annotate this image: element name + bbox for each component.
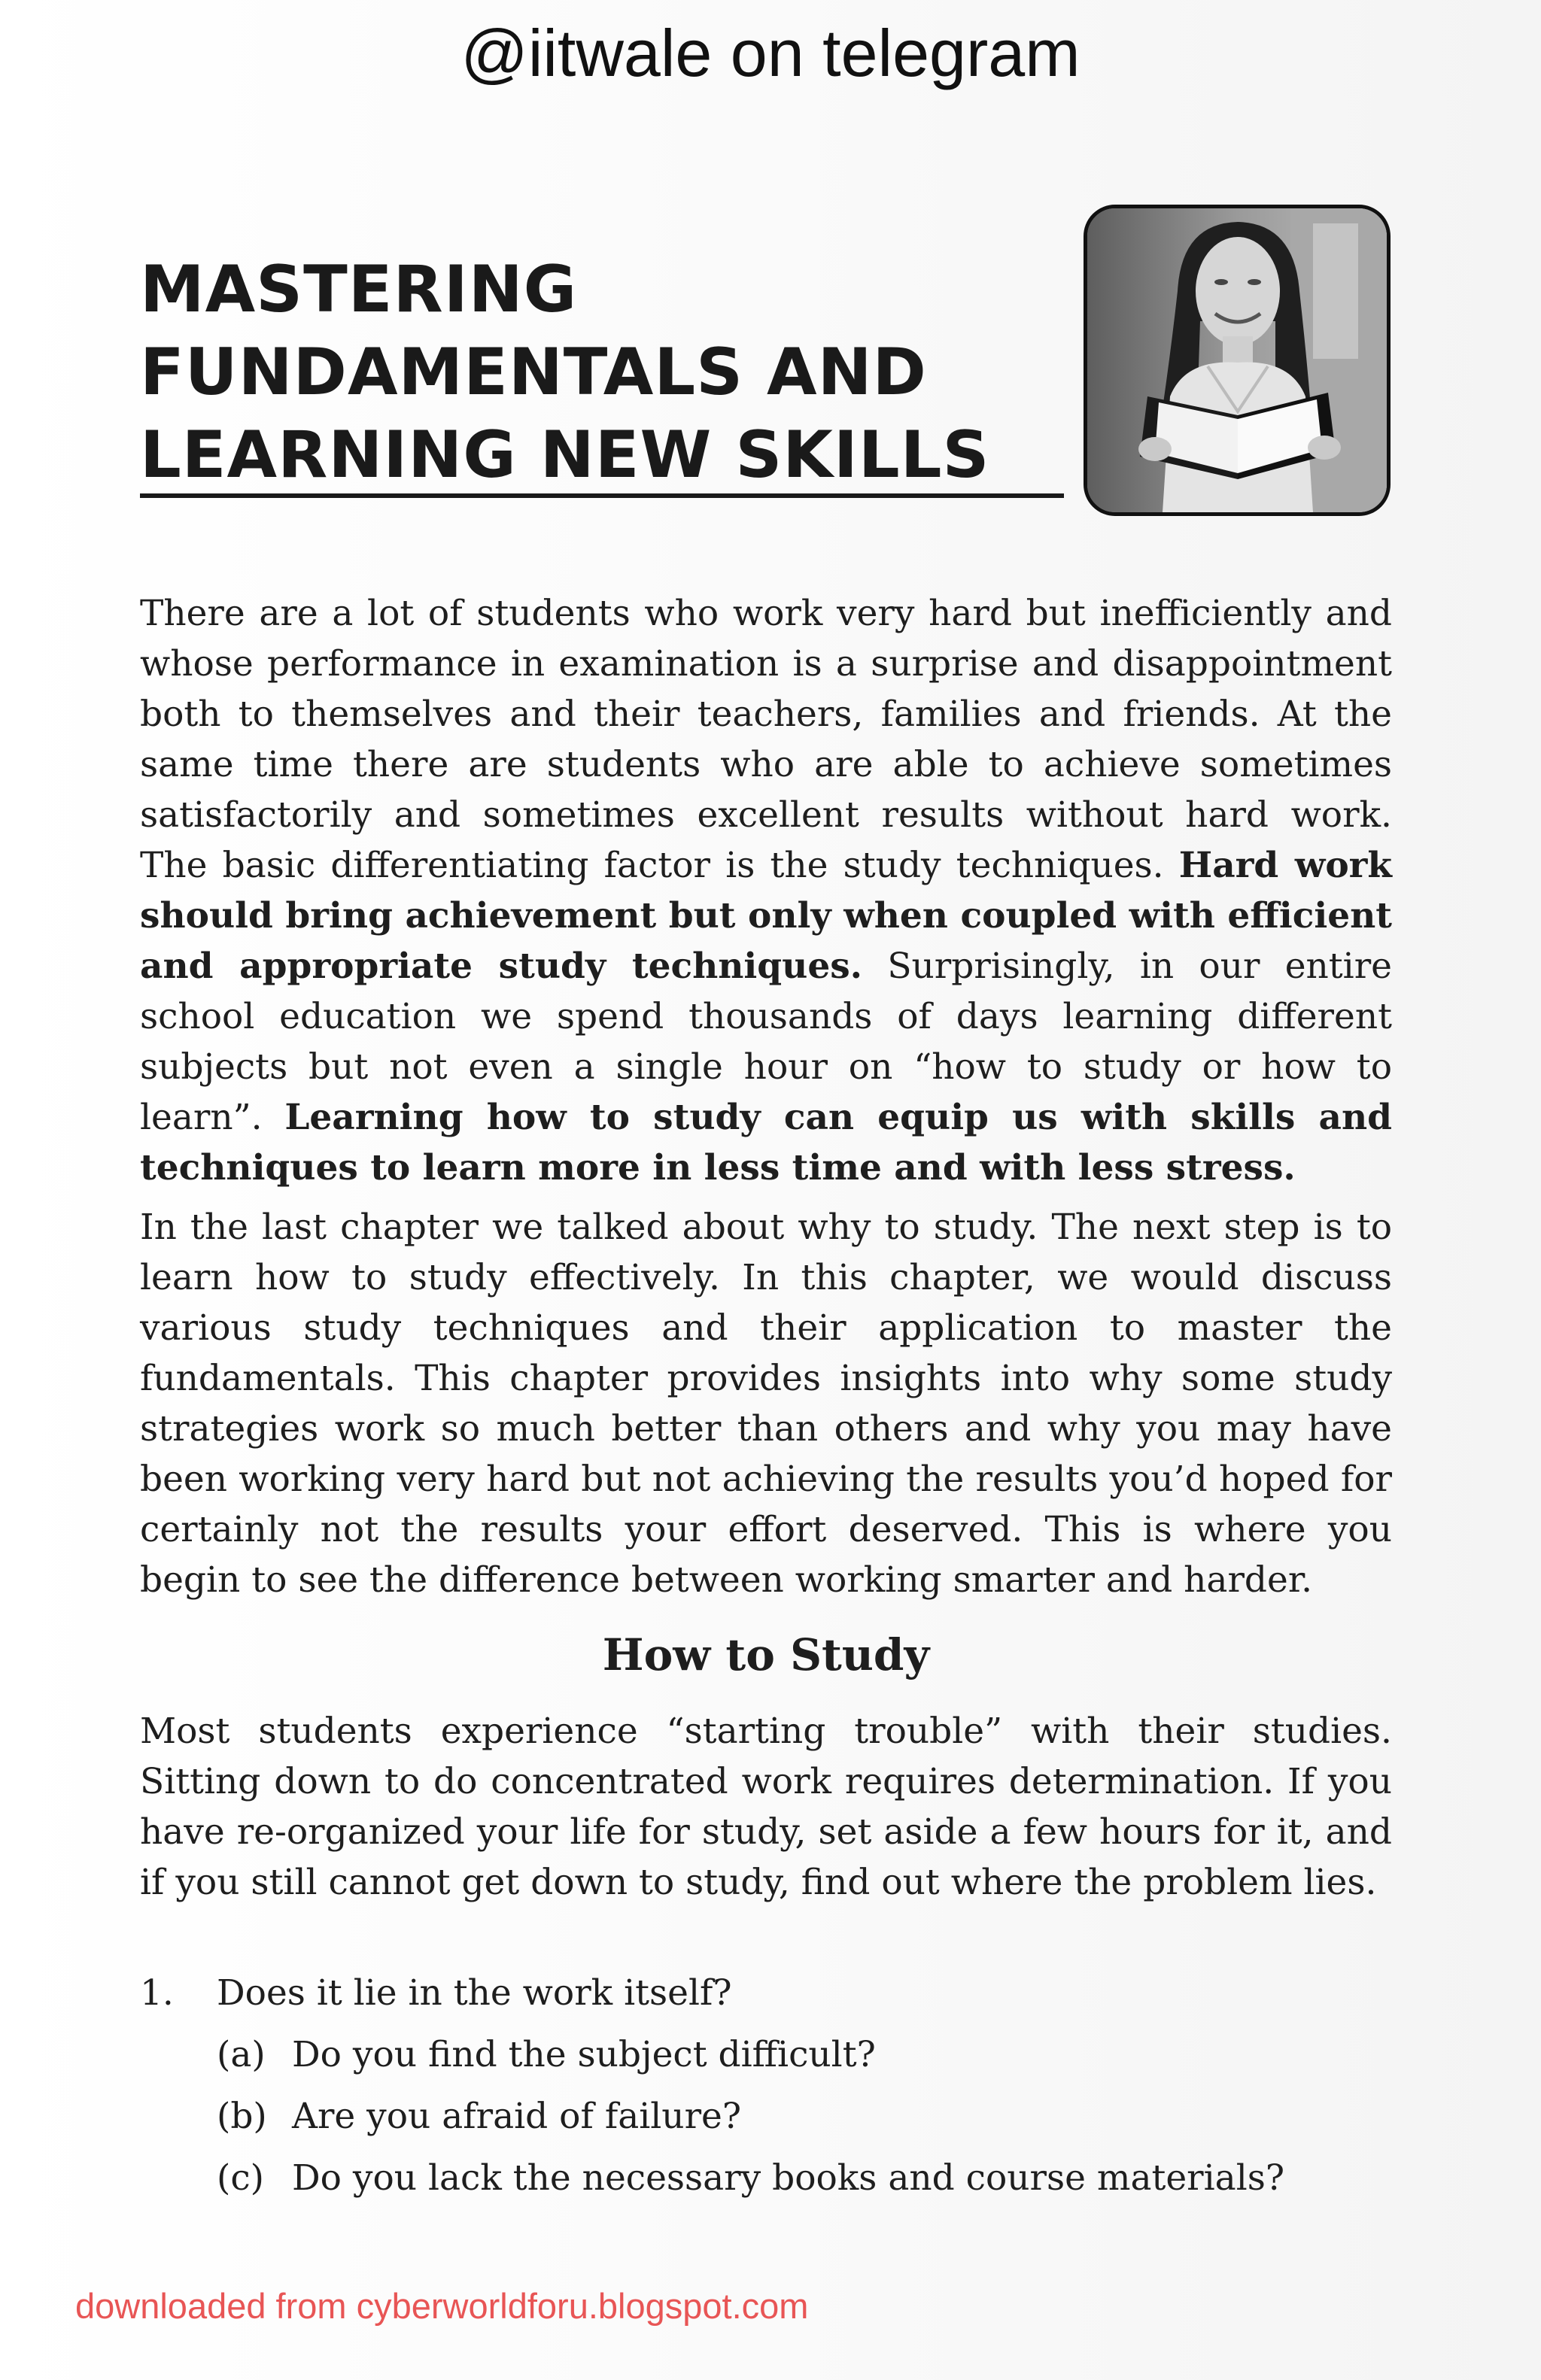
title-underline: [140, 493, 1064, 498]
intro-text-1: There are a lot of students who work very hard but inefficiently and whose performance in examination is a surprise and disappointment both to themselves and their teachers, families and friends. At the same time there are students who are able to achieve sometimes satisfactorily and sometimes excellent results without hard work. The basic differentiating factor is the study techniques.: [140, 593, 1392, 886]
sub-item: Do you find the subject difficult?: [292, 2034, 876, 2075]
sub-item-marker: (b): [217, 2096, 267, 2137]
second-paragraph: [140, 1202, 1392, 1605]
sub-item: Do you lack the necessary books and course materials?: [292, 2157, 1285, 2199]
intro-text-2: Surprisingly, in our entire school education we spend thousands of days learning different subjects but not even a single hour on “how to study or how to learn”.: [140, 946, 1392, 1138]
intro-paragraph: [140, 588, 1392, 1193]
chapter-title: [140, 248, 1065, 496]
title-line-1: MASTERING: [140, 252, 578, 327]
second-paragraph-text: In the last chapter we talked about why to study. The next step is to learn how to study effectively. In this chapter, we would discuss various study techniques and their application to master the fundamentals. This chapter provides insights into why some study strategies work so much better than others and why you may have been working very hard but not achieving the results you’d hoped for certainly not the results your effort deserved. This is where you begin to see the difference between working smarter and harder.: [140, 1207, 1392, 1601]
intro-bold-1: Hard work should bring achievement but only when coupled with efficient and appropriate study techniques.: [140, 845, 1393, 987]
watermark-bottom-link[interactable]: downloaded from cyberworldforu.blogspot.com: [75, 2286, 809, 2326]
student-reading-book-photo: [1084, 205, 1391, 516]
section-heading: How to Study: [602, 1629, 930, 1680]
sub-item: Are you afraid of failure?: [292, 2096, 742, 2137]
intro-bold-2: Learning how to study can equip us with skills and techniques to learn more in less time and with less stress.: [140, 1097, 1393, 1188]
sub-item-marker: (c): [217, 2157, 264, 2199]
title-line-2: FUNDAMENTALS AND: [140, 335, 927, 410]
third-paragraph: [140, 1706, 1392, 1908]
list-item-number: 1.: [140, 1972, 174, 2014]
sub-item-marker: (a): [217, 2034, 266, 2075]
third-paragraph-text: Most students experience “starting trouble” with their studies. Sitting down to do concentrated work requires determination. If you have re-organized your life for study, set aside a few hours for it, and if you still cannot get down to study, find out where the problem lies.: [140, 1711, 1392, 1903]
watermark-top: @iitwale on telegram: [460, 16, 1081, 90]
title-line-3: LEARNING NEW SKILLS: [140, 417, 990, 493]
list-item: Does it lie in the work itself?: [217, 1972, 732, 2014]
